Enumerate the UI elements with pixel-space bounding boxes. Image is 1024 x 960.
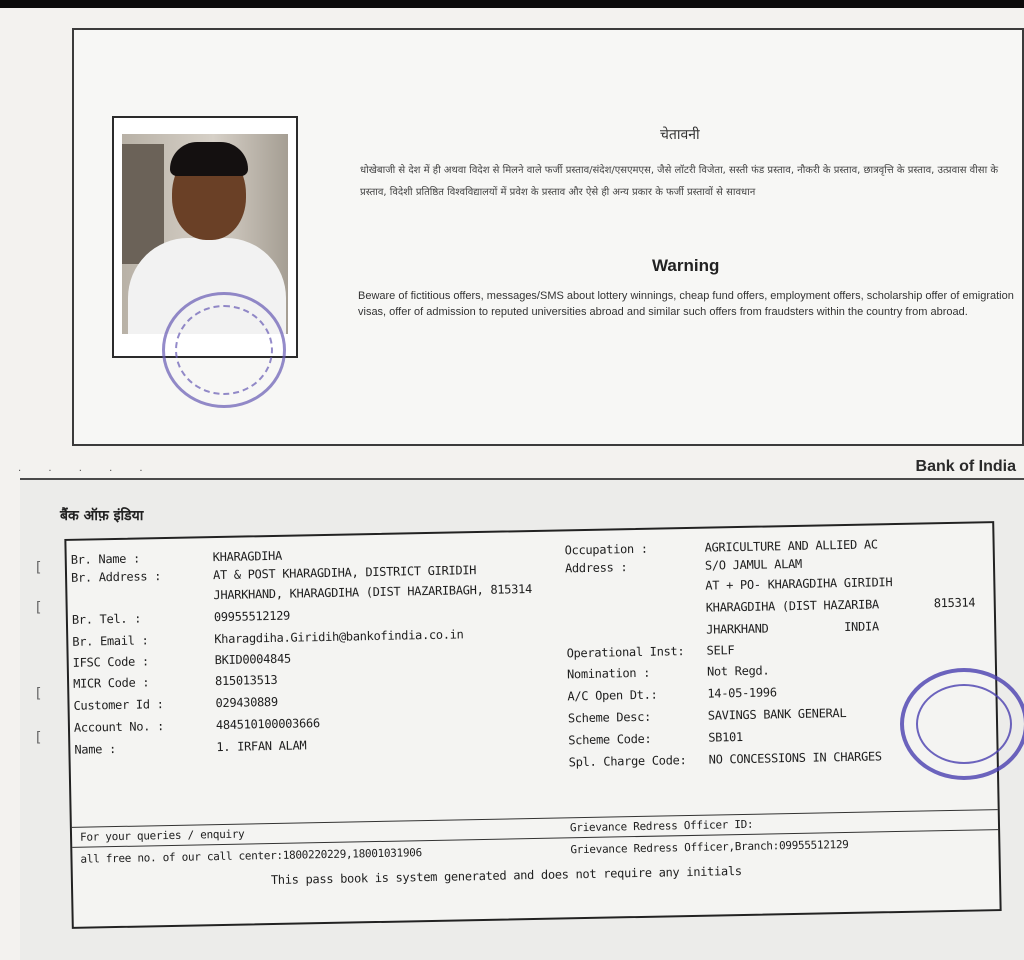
br-tel-value: 09955512129 — [213, 608, 291, 625]
warning-body: Beware of fictitious offers, messages/SMS about lottery winnings, cheap fund offers, employment offers, scholarship offer of emigration visas, offer of admission to reputed universities abroad and similar such offers from fraudsters within the country from abroad. — [358, 290, 1014, 318]
account-no-value: 484510100003666 — [215, 716, 320, 733]
spl-charge-label: Spl. Charge Code: — [568, 753, 687, 770]
ifsc-value: BKID0004845 — [214, 651, 291, 668]
perforation-dots: · · · · · — [18, 466, 155, 477]
account-details-box — [64, 521, 1001, 929]
op-inst-label: Operational Inst: — [566, 644, 685, 661]
grievance-branch: Grievance Redress Officer,Branch:09955512129 — [570, 837, 849, 857]
warning-hindi-body: धोखेबाजी से देश में ही अथवा विदेश से मिलने वाले फर्जी प्रस्ताव/संदेश/एसएमएस, जैसे लॉटरी विजेता, सस्ती फंड प्रस्ताव, नौकरी के प्रस्ताव, छात्रवृत्ति के प्रस्ताव, उत्प्रवास वीसा के प्रस्ताव, विदेशी प्रतिष्ठित विश्वविद्यालयों में प्रवेश के प्रस्ताव और ऐसे ही अन्य प्रकार के फर्जी प्रस्तावों से सावधान — [360, 165, 999, 198]
customer-id-label: Customer Id : — [73, 697, 164, 713]
bank-stamp-photo — [162, 292, 286, 408]
ac-open-value: 14-05-1996 — [707, 685, 777, 701]
address-country: INDIA — [844, 619, 879, 635]
occupation-value: AGRICULTURE AND ALLIED AC — [704, 537, 878, 555]
micr-value: 815013513 — [214, 672, 278, 689]
passbook-top-page — [72, 28, 1024, 446]
toll-free-text: all free no. of our call center:1800220229,18001031906 — [80, 846, 422, 866]
scheme-desc-label: Scheme Desc: — [567, 709, 652, 726]
nomination-value: Not Regd. — [706, 663, 770, 679]
name-value: 1. IRFAN ALAM — [216, 738, 307, 755]
address-line1: S/O JAMUL ALAM — [704, 556, 803, 573]
spl-charge-value: NO CONCESSIONS IN CHARGES — [708, 749, 882, 767]
br-address-label: Br. Address : — [70, 569, 162, 585]
br-email-label: Br. Email : — [72, 633, 149, 649]
system-generated-note: This pass book is system generated and does not require any initials — [270, 864, 742, 888]
customer-id-value: 029430889 — [215, 694, 278, 711]
br-tel-label: Br. Tel. : — [71, 611, 142, 627]
account-no-label: Account No. : — [73, 719, 165, 735]
scheme-code-label: Scheme Code: — [568, 731, 652, 748]
passbook-scan — [0, 8, 1024, 960]
br-address-line1: AT & POST KHARAGDIHA, DISTRICT GIRIDIH — [212, 563, 477, 583]
margin-mark: [ — [34, 730, 43, 746]
ifsc-label: IFSC Code : — [72, 654, 150, 670]
passbook-bottom-page — [20, 478, 1024, 960]
bank-name-english: Bank of India — [915, 458, 1016, 475]
name-label: Name : — [74, 742, 117, 757]
op-inst-value: SELF — [706, 643, 735, 658]
margin-mark: [ — [34, 686, 43, 702]
scheme-desc-value: SAVINGS BANK GENERAL — [707, 705, 847, 723]
queries-text: For your queries / enquiry — [79, 827, 245, 844]
scheme-code-value: SB101 — [708, 729, 744, 745]
ac-open-label: A/C Open Dt.: — [567, 687, 658, 704]
address-state: JHARKHAND — [706, 621, 769, 637]
address-line2: AT + PO- KHARAGDIHA GIRIDIH — [705, 575, 893, 593]
address-pincode: 815314 — [933, 595, 976, 611]
br-name-value: KHARAGDIHA — [212, 548, 283, 565]
micr-label: MICR Code : — [72, 675, 150, 691]
occupation-label: Occupation : — [564, 541, 648, 558]
address-line3: KHARAGDIHA (DIST HAZARIBA — [705, 597, 880, 615]
br-email-value: Kharagdiha.Giridih@bankofindia.co.in — [214, 627, 464, 647]
warning-title: Warning — [652, 256, 720, 275]
margin-mark: [ — [34, 600, 43, 616]
footer-rule — [72, 809, 998, 828]
address-label: Address : — [564, 560, 628, 576]
bank-stamp-seal — [900, 668, 1024, 780]
warning-hindi-title: चेतावनी — [660, 127, 700, 143]
margin-mark: [ — [34, 560, 43, 576]
br-address-line2: JHARKHAND, KHARAGDIHA (DIST HAZARIBAGH, 815314 — [213, 581, 533, 603]
grievance-officer-id: Grievance Redress Officer ID: — [569, 817, 754, 835]
nomination-label: Nomination : — [566, 665, 651, 682]
bank-name-hindi: बैंक ऑफ़ इंडिया — [60, 508, 144, 524]
br-name-label: Br. Name : — [70, 551, 141, 567]
